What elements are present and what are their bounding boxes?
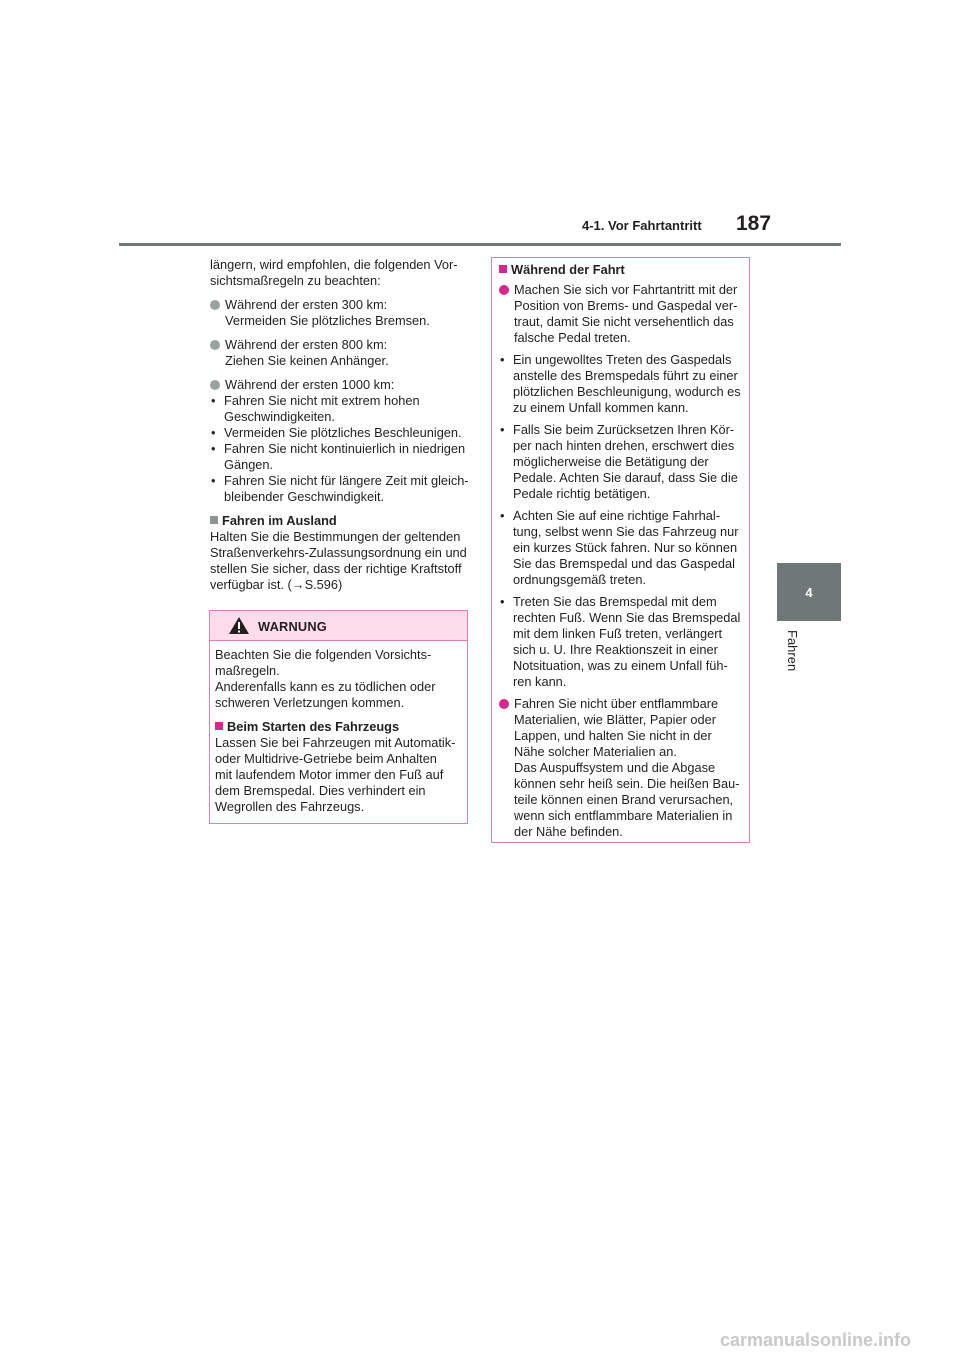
intro-paragraph: längern, wird empfohlen, die folgenden Vor- sichtsmaßregeln zu beachten: xyxy=(210,257,458,288)
bullet-icon xyxy=(499,285,509,295)
header-rule xyxy=(119,243,841,246)
page-reference-link[interactable]: verfügbar ist. (→S.596) xyxy=(210,577,343,592)
warning-triangle-icon xyxy=(228,616,250,635)
chapter-tab[interactable] xyxy=(777,563,841,621)
sub-list-item: • Falls Sie beim Zurücksetzen Ihren Kör- per nach hinten drehen, erschwert dies möglicherweise die Betätigung der Pedale. Achten Sie darauf, dass Sie die Pedale richtig betätigen. xyxy=(500,422,738,501)
warning-paragraph: Lassen Sie bei Fahrzeugen mit Automatik- oder Multidrive-Getriebe beim Anhalten mit laufendem Motor immer den Fuß auf dem Bremspedal. Dies verhindert ein Wegrollen des Fahrzeugs. xyxy=(215,735,456,814)
left-column xyxy=(210,257,472,601)
sub-list-item: • Fahren Sie nicht für längere Zeit mit gleich- bleibender Geschwindigkeit. xyxy=(211,473,469,504)
section-paragraph: Halten Sie die Bestimmungen der geltenden Straßenverkehrs-Zulassungsordnung ein und stellen Sie sicher, dass der richtige Kraftstoff verfügbar ist. (→S.596) xyxy=(210,529,467,592)
sub-list-item: • Fahren Sie nicht kontinuierlich in niedrigen Gängen. xyxy=(211,441,466,472)
sub-list-item: • Ein ungewolltes Treten des Gaspedals anstelle des Bremspedals führt zu einer plötzlichen Beschleunigung, wodurch es zu einem Unfall kommen kann. xyxy=(500,352,741,415)
section-heading: Während der Fahrt xyxy=(499,262,743,278)
sub-list-item: • Fahren Sie nicht mit extrem hohen Geschwindigkeiten. xyxy=(211,393,420,424)
warning-continuation-box xyxy=(491,257,750,843)
square-bullet-icon xyxy=(210,516,218,524)
bullet-icon xyxy=(210,380,220,390)
list-item: Während der ersten 1000 km: xyxy=(210,377,472,393)
warning-box xyxy=(209,610,468,824)
warning-intro: Beachten Sie die folgenden Vorsichts- maßregeln. Anderenfalls kann es zu tödlichen oder schweren Verletzungen kommen. xyxy=(215,647,436,710)
warning-subheading: Beim Starten des Fahrzeugs xyxy=(215,719,462,735)
bullet-icon xyxy=(210,300,220,310)
chapter-label: Fahren xyxy=(785,630,800,672)
square-bullet-icon xyxy=(215,722,223,730)
bullet-icon xyxy=(499,699,509,709)
square-bullet-icon xyxy=(499,265,507,273)
warning-title: WARNUNG xyxy=(258,619,327,634)
sub-list-item: • Achten Sie auf eine richtige Fahrhal- tung, selbst wenn Sie das Fahrzeug nur ein kurzes Stück fahren. Nur so können Sie das Bremspedal und das Gaspedal ordnungsgemäß treten. xyxy=(500,508,739,587)
section-heading: Fahren im Ausland xyxy=(210,513,472,529)
warning-header xyxy=(210,611,467,641)
section-title: 4-1. Vor Fahrtantritt xyxy=(582,218,702,233)
sub-list-item: • Treten Sie das Bremspedal mit dem rechten Fuß. Wenn Sie das Bremspedal mit dem linken Fuß treten, verlängert sich u. U. Ihre Reaktionszeit in einer Notsituation, was zu einem Unfall füh- ren kann. xyxy=(500,594,741,689)
list-item: Fahren Sie nicht über entflammbare Materialien, wie Blätter, Papier oder Lappen, und halten Sie nicht in der Nähe solcher Materialien an. Das Auspuffsystem und die Abgase können sehr heiß sein. Die heißen Bau- teile können einen Brand verursachen, wenn sich entflammbare Materialien in der Nähe befinden. xyxy=(499,696,743,840)
list-item: Während der ersten 800 km: Ziehen Sie keinen Anhänger. xyxy=(210,337,472,369)
list-item: Während der ersten 300 km: Vermeiden Sie plötzliches Bremsen. xyxy=(210,297,472,329)
chapter-number: 4 xyxy=(805,585,813,600)
list-item: Machen Sie sich vor Fahrtantritt mit der Position von Brems- und Gaspedal ver- traut, damit Sie nicht versehentlich das falsche Pedal treten. xyxy=(499,282,743,346)
watermark: carmanualsonline.info xyxy=(720,1330,912,1350)
bullet-icon xyxy=(210,340,220,350)
page-number: 187 xyxy=(736,212,772,235)
sub-list-item: • Vermeiden Sie plötzliches Beschleunigen. xyxy=(211,425,462,440)
